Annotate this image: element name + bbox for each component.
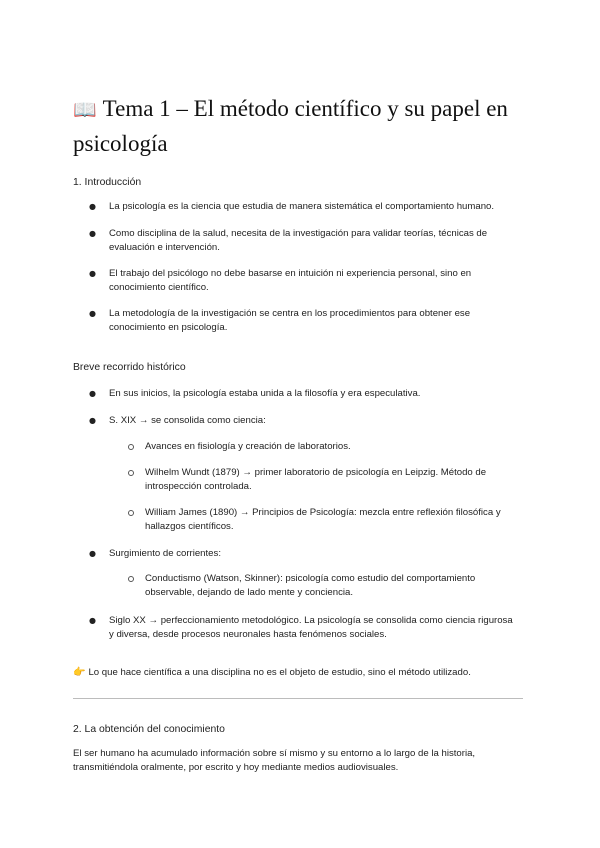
bullet-icon: ● [89,389,96,398]
key-note [73,666,523,680]
list-item: La psicología es la ciencia que estudia de manera sistemática el comportamiento humano. [109,201,495,212]
sub-bullet-icon [128,444,134,450]
bullet-icon: ● [89,309,96,318]
section-heading-historia: Breve recorrido histórico [73,362,186,373]
list-item: En sus inicios, la psicología estaba unida a la filosofía y era especulativa. [109,388,421,399]
bullet-icon: ● [89,202,96,211]
bullet-icon: ● [89,616,96,625]
page-title [73,92,543,160]
horizontal-divider [73,698,523,699]
sub-list-item: Avances en fisiología y creación de laboratorios. [145,441,351,452]
sub-list-item: Wilhelm Wundt (1879) → primer laboratorio de psicología en Leipzig. Método de introspección controlada. [145,467,487,492]
sub-list-item: William James (1890) → Principios de Psicología: mezcla entre reflexión filosófica y hallazgos científicos. [145,507,501,532]
paragraph: El ser humano ha acumulado información sobre sí mismo y su entorno a lo largo de la historia, transmitiéndola oralmente, por escrito y hoy mediante medios audiovisuales. [73,748,476,773]
bullet-icon: ● [89,549,96,558]
list-item: S. XIX → se consolida como ciencia: [109,415,266,426]
sub-bullet-icon [128,510,134,516]
list-item: El trabajo del psicólogo no debe basarse en intuición ni experiencia personal, sino en conocimiento científico. [109,268,472,293]
list-item: Surgimiento de corrientes: [109,548,221,559]
bullet-icon: ● [89,416,96,425]
pointing-hand-icon: 👉 [73,667,86,678]
section-heading-obtencion: 2. La obtención del conocimiento [73,724,225,735]
key-note-text: Lo que hace científica a una disciplina no es el objeto de estudio, sino el método utilizado. [88,667,471,678]
list-item: Siglo XX → perfeccionamiento metodológico. La psicología se consolida como ciencia rigurosa y diversa, desde procesos neuronales hasta fenómenos sociales. [109,615,513,640]
section-heading-introduccion: 1. Introducción [73,177,142,188]
bullet-icon: ● [89,229,96,238]
sub-bullet-icon [128,470,134,476]
list-item: Como disciplina de la salud, necesita de la investigación para validar teorías, técnicas de evaluación e intervención. [109,228,488,253]
sub-list-item: Conductismo (Watson, Skinner): psicología como estudio del comportamiento observable, dejando de lado mente y conciencia. [145,573,476,598]
open-book-icon: 📖 [73,99,97,121]
page-title-text: Tema 1 – El método científico y su papel en psicología [73,96,508,156]
list-item: La metodología de la investigación se centra en los procedimientos para obtener ese conocimiento en psicología. [109,308,471,333]
sub-bullet-icon [128,576,134,582]
bullet-icon: ● [89,269,96,278]
